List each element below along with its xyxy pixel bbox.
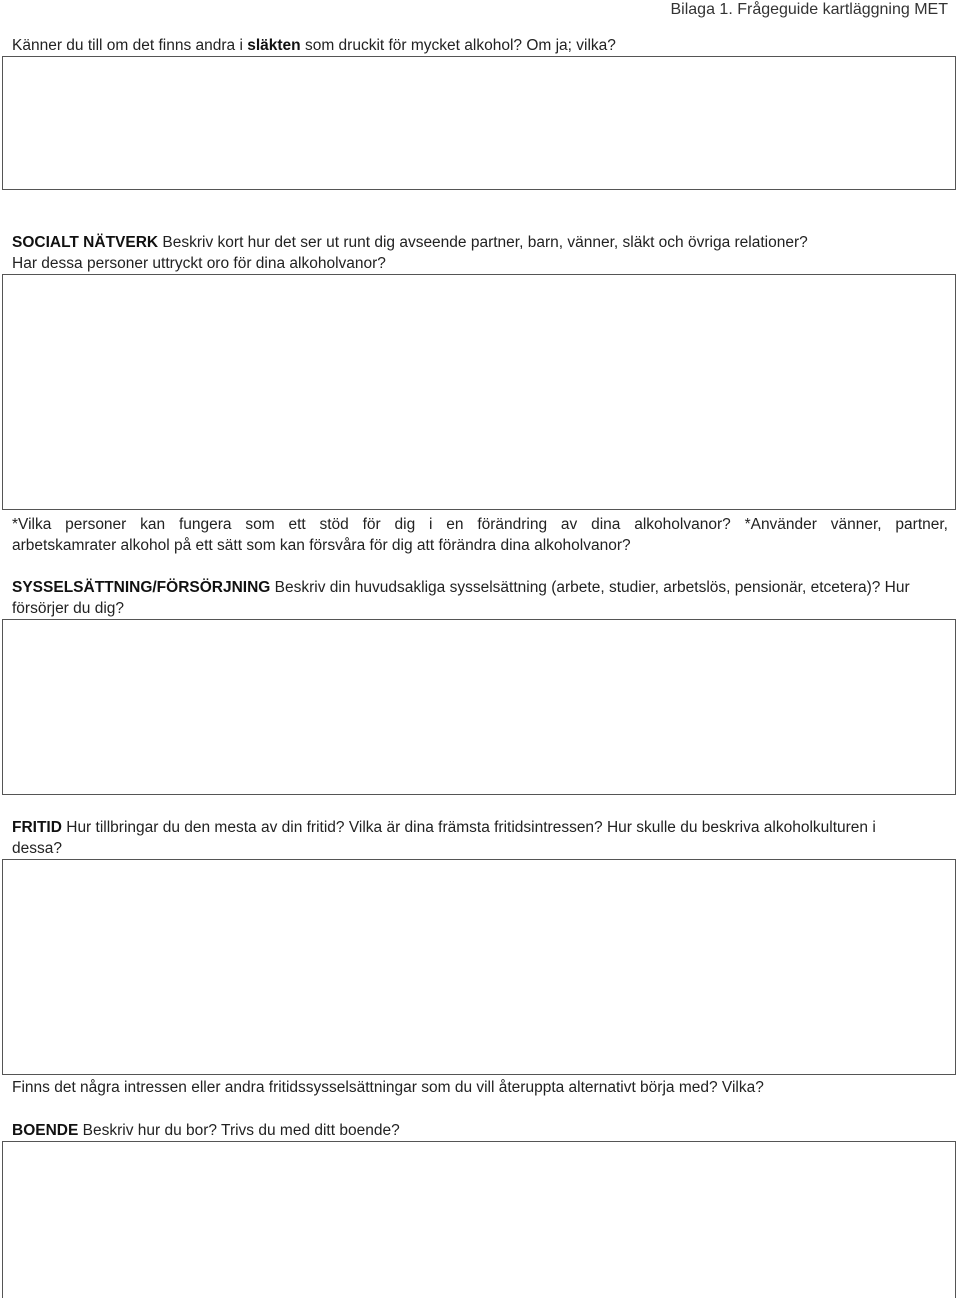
question-employment bbox=[12, 577, 910, 598]
heading-social-network: SOCIALT NÄTVERK bbox=[12, 234, 159, 251]
heading-housing: BOENDE bbox=[12, 1122, 79, 1139]
question-relatives bbox=[12, 35, 616, 56]
question-leisure-line2: dessa? bbox=[12, 840, 62, 857]
heading-employment: SYSSELSÄTTNING/FÖRSÖRJNING bbox=[12, 579, 271, 596]
question-housing bbox=[12, 1120, 400, 1141]
answer-box-relatives[interactable] bbox=[2, 56, 956, 190]
question-social-worry: Har dessa personer uttryckt oro för dina alkoholvanor? bbox=[12, 255, 386, 272]
question-support-line2: arbetskamrater alkohol på ett sätt som kan försvåra för dig att förändra dina alkoholvanor? bbox=[12, 537, 631, 554]
question-leisure-line1: Hur tillbringar du den mesta av din fritid? Vilka är dina främsta fritidsintressen? Hur skulle du beskriva alkoholkulturen i bbox=[61, 819, 876, 836]
question-social-network-line1: Beskriv kort hur det ser ut runt dig avseende partner, barn, vänner, släkt och övriga relationer? bbox=[158, 234, 808, 251]
question-employment-line2: försörjer du dig? bbox=[12, 600, 125, 617]
answer-box-employment[interactable] bbox=[2, 619, 956, 795]
question-leisure bbox=[12, 817, 876, 838]
document-header: Bilaga 1. Frågeguide kartläggning MET bbox=[670, 1, 948, 18]
question-leisure-followup: Finns det några intressen eller andra fritidssysselsättningar som du vill återuppta alternativt börja med? Vilka? bbox=[12, 1079, 764, 1096]
answer-box-social-network[interactable] bbox=[2, 274, 956, 510]
answer-box-leisure[interactable] bbox=[2, 859, 956, 1075]
heading-leisure: FRITID bbox=[12, 819, 62, 836]
question-housing-line1: Beskriv hur du bor? Trivs du med ditt boende? bbox=[78, 1122, 400, 1139]
question-employment-line1: Beskriv din huvudsakliga sysselsättning (arbete, studier, arbetslös, pensionär, etcetera)? Hur bbox=[270, 579, 910, 596]
question-social-network bbox=[12, 232, 808, 253]
question-support-line1: *Vilka personer kan fungera som ett stöd för dig i en förändring av dina alkoholvanor? *Använder vänner, partner, bbox=[12, 516, 948, 533]
question-relatives-bold: släkten bbox=[247, 37, 301, 54]
answer-box-housing[interactable] bbox=[2, 1141, 956, 1298]
question-relatives-pre: Känner du till om det finns andra i bbox=[12, 37, 248, 54]
question-relatives-post: som druckit för mycket alkohol? Om ja; vilka? bbox=[300, 37, 616, 54]
